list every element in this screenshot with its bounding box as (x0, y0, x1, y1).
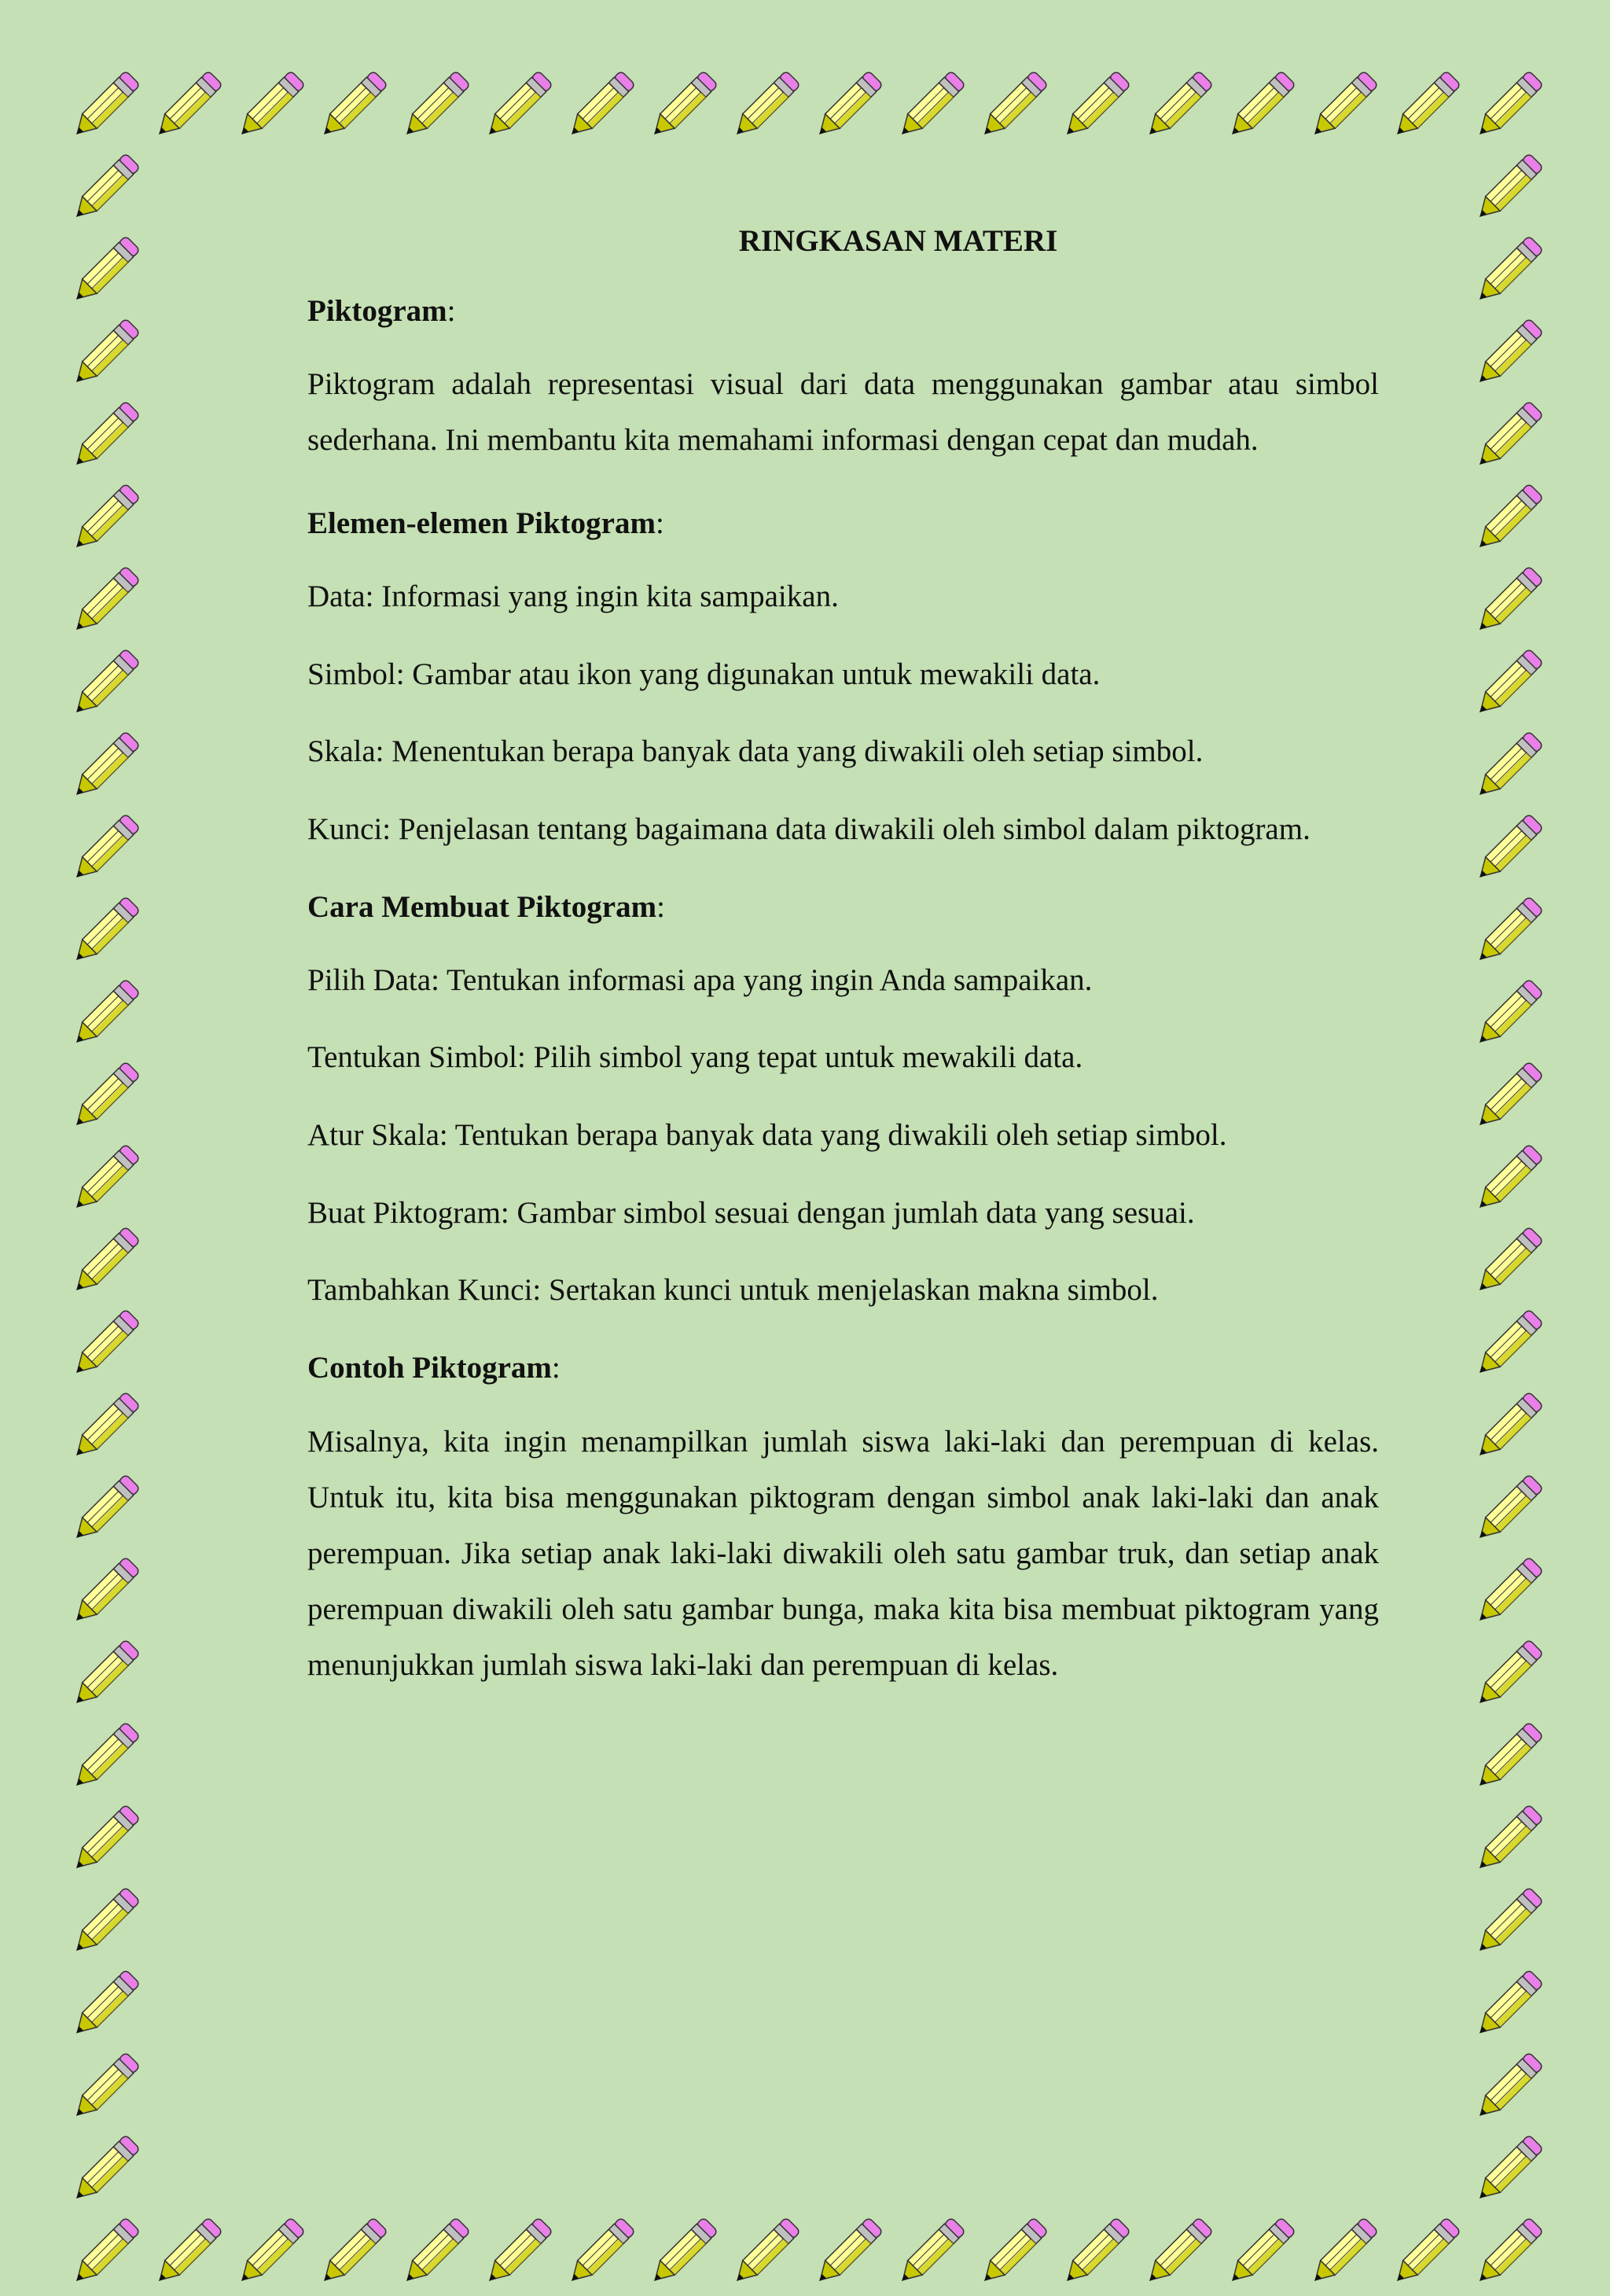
pencil-icon (1465, 723, 1551, 810)
pencil-icon (61, 311, 148, 397)
heading-text: Contoh Piktogram (307, 1350, 552, 1385)
pencil-icon (1465, 1549, 1551, 1636)
pencil-icon (639, 2210, 726, 2296)
pencil-icon (61, 1219, 148, 1305)
pencil-icon (61, 1384, 148, 1470)
pencil-icon (1465, 145, 1551, 232)
list-item: Tambahkan Kunci: Sertakan kunci untuk menjelaskan makna simbol. (307, 1273, 1159, 1308)
pencil-icon (61, 806, 148, 892)
pencil-icon (1465, 311, 1551, 397)
pencil-icon (1465, 1054, 1551, 1140)
pencil-icon (1465, 1219, 1551, 1305)
pencil-icon (61, 1301, 148, 1388)
pencil-icon (1465, 1714, 1551, 1801)
list-item: Data: Informasi yang ingin kita sampaikan. (307, 580, 839, 614)
pencil-icon (61, 2210, 148, 2296)
pencil-icon (391, 2210, 478, 2296)
pencil-icon (391, 63, 478, 149)
section-heading-cara-membuat (307, 888, 1379, 928)
heading-text: Cara Membuat Piktogram (307, 889, 657, 924)
pencil-icon (61, 1549, 148, 1636)
pencil-icon (1465, 1384, 1551, 1470)
section-heading-elemen (307, 504, 1379, 544)
section-paragraph-contoh: Misalnya, kita ingin menampilkan jumlah siswa laki-laki dan perempuan di kelas. Untuk itu, kita bisa menggunakan piktogram dengan simbol anak laki-laki dan anak perempuan. Jika setiap anak laki-laki diwakili oleh satu gambar truk, dan setiap anak perempuan diwakili oleh satu gambar bunga, maka kita bisa membuat piktogram yang menunjukkan jumlah siswa laki-laki dan perempuan di kelas. (307, 1424, 1379, 1682)
heading-colon: : (655, 506, 664, 541)
list-item: Atur Skala: Tentukan berapa banyak data yang diwakili oleh setiap simbol. (307, 1117, 1227, 1152)
pencil-icon (474, 2210, 561, 2296)
section-paragraph-piktogram: Piktogram adalah representasi visual dari data menggunakan gambar atau simbol sederhana. Ini membantu kita memahami informasi dengan cepat dan mudah. (307, 367, 1379, 458)
pencil-icon (1217, 63, 1303, 149)
pencil-icon (61, 393, 148, 480)
pencil-icon (1465, 1301, 1551, 1388)
pencil-icon (804, 2210, 891, 2296)
pencil-icon (639, 63, 726, 149)
pencil-icon (226, 63, 313, 149)
pencil-icon (1465, 228, 1551, 315)
pencil-icon (1217, 2210, 1303, 2296)
pencil-icon (1052, 2210, 1138, 2296)
list-item: Simbol: Gambar atau ikon yang digunakan untuk mewakili data. (307, 657, 1101, 691)
heading-colon: : (447, 293, 456, 328)
pencil-icon (61, 558, 148, 645)
pencil-icon (1052, 63, 1138, 149)
heading-text: Elemen-elemen Piktogram (307, 506, 656, 541)
pencil-icon (309, 63, 395, 149)
pencil-icon (1465, 2210, 1551, 2296)
pencil-icon (474, 63, 561, 149)
pencil-icon (1465, 1136, 1551, 1223)
pencil-icon (144, 2210, 230, 2296)
pencil-icon (61, 2127, 148, 2213)
pencil-icon (887, 63, 973, 149)
pencil-icon (1465, 63, 1551, 149)
pencil-icon (804, 63, 891, 149)
section-heading-contoh (307, 1349, 1379, 1389)
pencil-icon (61, 1054, 148, 1140)
heading-colon: : (551, 1350, 561, 1385)
pencil-icon (1465, 2127, 1551, 2213)
pencil-icon (61, 145, 148, 232)
pencil-icon (61, 2044, 148, 2131)
heading-colon: : (656, 889, 665, 924)
pencil-icon (557, 2210, 643, 2296)
pencil-icon (61, 889, 148, 975)
pencil-icon (1299, 63, 1386, 149)
pencil-icon (61, 1797, 148, 1883)
pencil-icon (61, 1136, 148, 1223)
pencil-icon (61, 1466, 148, 1553)
pencil-icon (309, 2210, 395, 2296)
pencil-icon (969, 63, 1056, 149)
pencil-icon (61, 1632, 148, 1718)
pencil-icon (1465, 1879, 1551, 1966)
pencil-icon (1382, 2210, 1468, 2296)
pencil-icon (61, 63, 148, 149)
list-item: Buat Piktogram: Gambar simbol sesuai dengan jumlah data yang sesuai. (307, 1195, 1195, 1230)
pencil-icon (61, 228, 148, 315)
pencil-icon (887, 2210, 973, 2296)
pencil-icon (1465, 1797, 1551, 1883)
document-content (307, 222, 1379, 1729)
pencil-icon (1465, 2044, 1551, 2131)
list-item: Pilih Data: Tentukan informasi apa yang ingin Anda sampaikan. (307, 962, 1093, 997)
pencil-icon (1465, 806, 1551, 892)
pencil-icon (722, 63, 808, 149)
pencil-icon (722, 2210, 808, 2296)
list-item: Tentukan Simbol: Pilih simbol yang tepat untuk mewakili data. (307, 1040, 1083, 1075)
pencil-icon (61, 1714, 148, 1801)
pencil-icon (969, 2210, 1056, 2296)
list-item: Kunci: Penjelasan tentang bagaimana data diwakili oleh simbol dalam piktogram. (307, 812, 1310, 847)
pencil-icon (226, 2210, 313, 2296)
section-heading-piktogram (307, 292, 1379, 332)
pencil-icon (61, 1879, 148, 1966)
pencil-icon (1465, 1632, 1551, 1718)
pencil-icon (61, 641, 148, 727)
pencil-icon (61, 476, 148, 562)
pencil-icon (61, 723, 148, 810)
pencil-icon (144, 63, 230, 149)
heading-text: Piktogram (307, 293, 447, 328)
pencil-icon (1299, 2210, 1386, 2296)
pencil-icon (1465, 393, 1551, 480)
pencil-icon (557, 63, 643, 149)
pencil-icon (1465, 558, 1551, 645)
page-title: RINGKASAN MATERI (738, 224, 1058, 258)
pencil-icon (1134, 63, 1221, 149)
pencil-icon (1382, 63, 1468, 149)
pencil-icon (61, 971, 148, 1058)
pencil-icon (1465, 971, 1551, 1058)
pencil-icon (1465, 1962, 1551, 2048)
pencil-icon (1465, 641, 1551, 727)
pencil-icon (1465, 889, 1551, 975)
pencil-icon (1465, 476, 1551, 562)
list-item: Skala: Menentukan berapa banyak data yang diwakili oleh setiap simbol. (307, 734, 1204, 769)
pencil-icon (1465, 1466, 1551, 1553)
pencil-icon (1134, 2210, 1221, 2296)
pencil-icon (61, 1962, 148, 2048)
